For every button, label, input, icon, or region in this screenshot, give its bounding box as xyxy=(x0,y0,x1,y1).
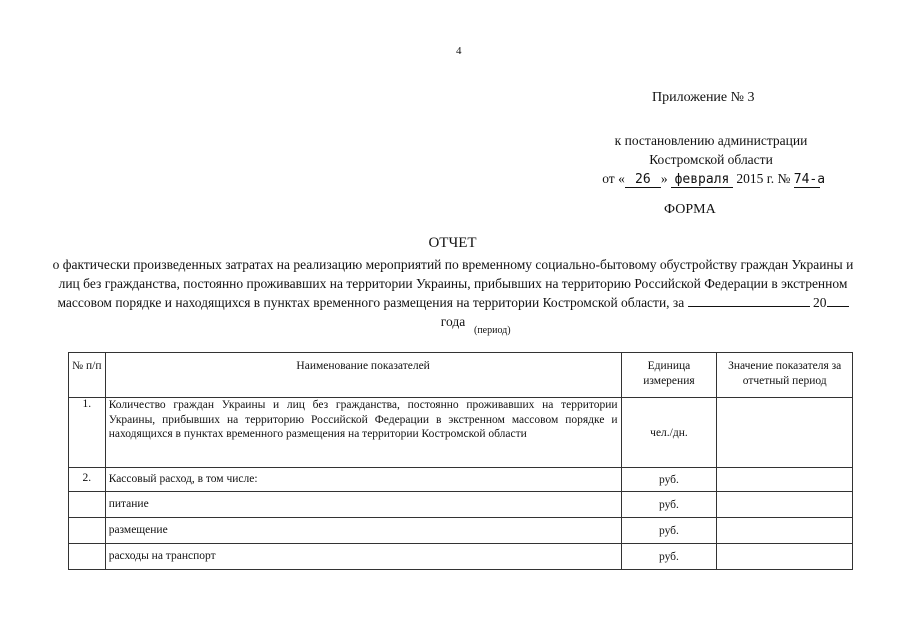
row-unit: руб. xyxy=(621,492,717,518)
appendix-title: Приложение № 3 xyxy=(652,90,755,105)
report-table xyxy=(68,352,853,570)
page-number: 4 xyxy=(456,45,462,57)
resolution-line-1: к постановлению администрации xyxy=(614,133,808,148)
table-row xyxy=(69,518,853,544)
header-unit: Единица измерения xyxy=(621,353,717,398)
row-unit: руб. xyxy=(621,518,717,544)
header-num: № п/п xyxy=(69,353,106,398)
table-row xyxy=(69,468,853,492)
resolution-date-line xyxy=(560,169,862,188)
report-description xyxy=(52,255,854,331)
resolution-block xyxy=(560,131,862,188)
row-name: Количество граждан Украины и лиц без гражданства, постоянно проживавших на территории Украины, прибывших на территорию Российской Федерации в экстренном массовом порядке и находящихся в пунктах временного размещения на территории Костромской области xyxy=(105,398,621,468)
year-blank xyxy=(827,294,849,307)
report-title: ОТЧЕТ xyxy=(428,235,477,251)
header-name: Наименование показателей xyxy=(105,353,621,398)
table-row xyxy=(69,544,853,570)
resolution-month: февраля xyxy=(671,172,733,188)
row-num xyxy=(69,518,106,544)
table-row xyxy=(69,492,853,518)
row-name: расходы на транспорт xyxy=(105,544,621,570)
resolution-between: » xyxy=(660,171,668,186)
form-label: ФОРМА xyxy=(664,202,716,217)
resolution-number: 74-а xyxy=(793,172,826,187)
row-unit: руб. xyxy=(621,544,717,570)
row-value[interactable] xyxy=(717,468,853,492)
resolution-line-2: Костромской области xyxy=(649,152,773,167)
row-num: 1. xyxy=(69,398,106,468)
period-hint: (период) xyxy=(474,325,511,336)
row-value[interactable] xyxy=(717,398,853,468)
period-year-prefix: 20 xyxy=(813,295,827,310)
header-value: Значение показателя за отчетный период xyxy=(717,353,853,398)
row-num: 2. xyxy=(69,468,106,492)
report-description-text: о фактически произведенных затратах на реализацию мероприятий по временному социально-бытовому обустройству граждан Украины и лиц без гражданства, постоянно проживавших на территории Украины, прибывших на территорию Российской Федерации в экстренном массовом порядке и находящихся в пунктах временного размещения на территории Костромской области, за xyxy=(52,257,854,310)
table-row xyxy=(69,398,853,468)
table-header-row xyxy=(69,353,853,398)
resolution-year-text: 2015 г. № xyxy=(736,171,791,186)
row-num xyxy=(69,492,106,518)
resolution-prefix: от « xyxy=(602,171,625,186)
period-blank xyxy=(688,294,810,307)
row-unit: чел./дн. xyxy=(621,398,717,468)
row-name: размещение xyxy=(105,518,621,544)
row-unit: руб. xyxy=(621,468,717,492)
period-year-suffix: года xyxy=(440,314,466,329)
resolution-day: 26 xyxy=(625,172,661,188)
row-num xyxy=(69,544,106,570)
row-name: питание xyxy=(105,492,621,518)
row-value[interactable] xyxy=(717,492,853,518)
row-value[interactable] xyxy=(717,518,853,544)
row-value[interactable] xyxy=(717,544,853,570)
row-name: Кассовый расход, в том числе: xyxy=(105,468,621,492)
